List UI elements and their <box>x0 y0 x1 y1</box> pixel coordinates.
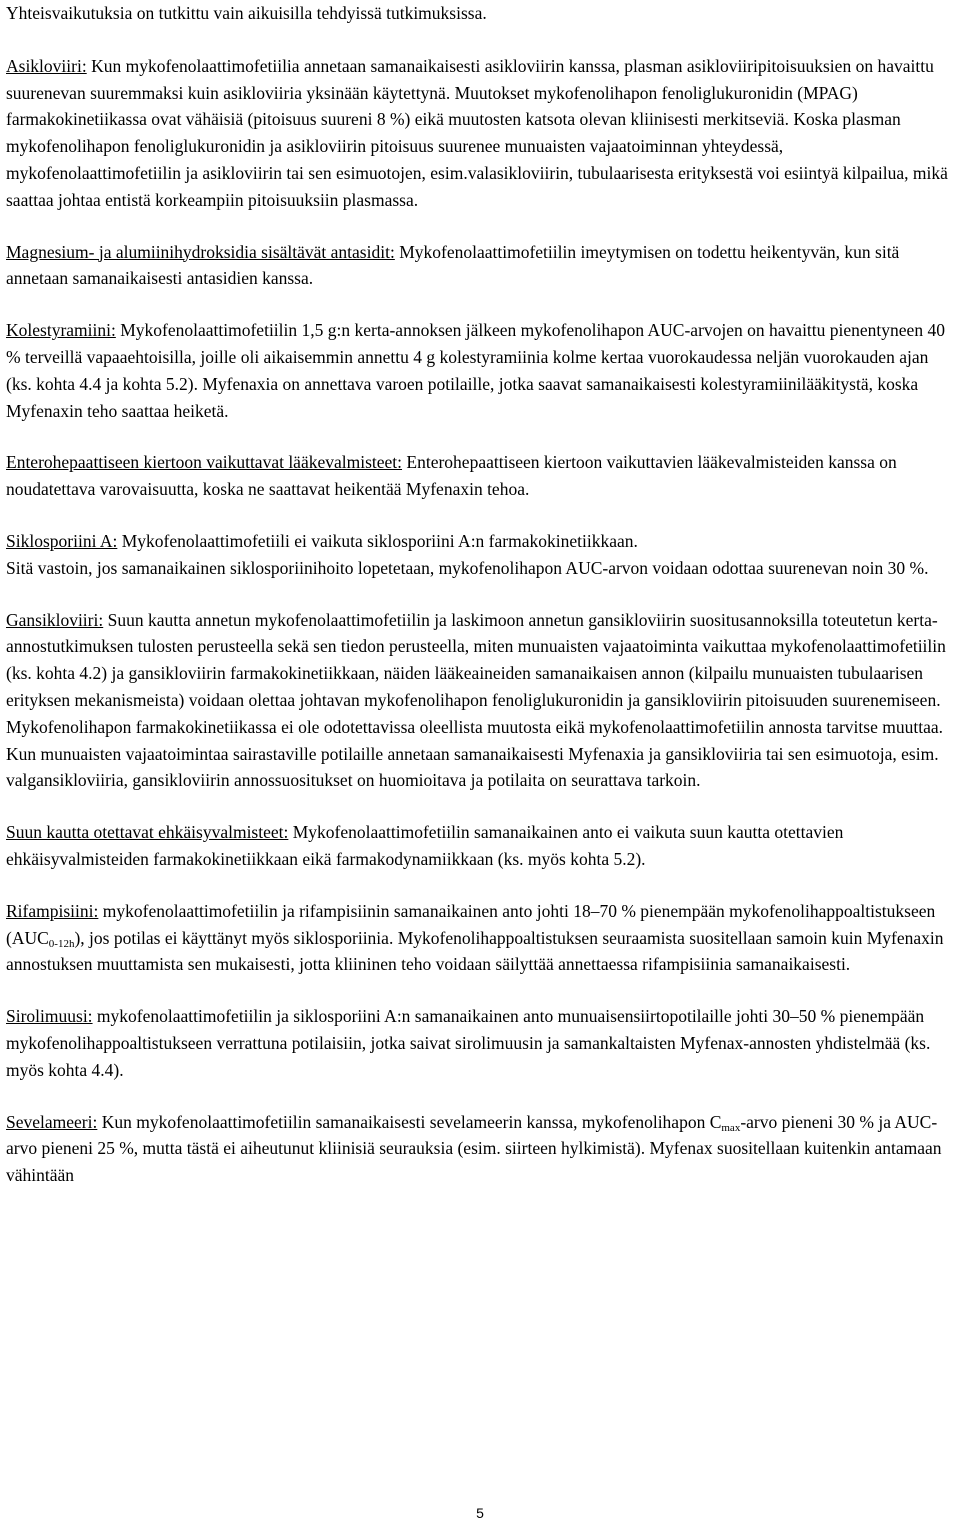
body-gansikloviiri: Suun kautta annetun mykofenolaattimofetiilin ja laskimoon annetun gansikloviirin suositusannoksilla toteutetun kerta-annostutkimuksen tulosten perusteella sekä sen tiedon perusteella, miten munuaisten vajaatoiminta vaikuttaa mykofenolaattimofetiilin (ks. kohta 4.2) ja gansikloviirin farmakokinetiikkaan, näiden lääkeaineiden samanaikaisen annon (kilpailu munuaisten tubulaarisen erityksen mekanismeista) voidaan olettaa johtavan mykofenolihapon fenoliglukuronidin ja gansikloviirin pitoisuuden suurenemiseen. Mykofenolihapon farmakokinetiikassa ei ole odotettavissa oleellista muutosta eikä mykofenolaattimofetiilin annosta tarvitse muuttaa. Kun munuaisten vajaatoimintaa sairastaville potilaille annetaan samanaikaisesti Myfenaxia ja gansikloviiria tai sen esimuotoja, esim. valgansikloviiria, gansikloviirin annossuositukset on huomioitava ja potilaita on seurattava tarkoin. <box>6 609 946 791</box>
heading-kolestyramiini: Kolestyramiini: <box>6 320 116 341</box>
intro-text: Yhteisvaikutuksia on tutkittu vain aikuisilla tehdyissä tutkimuksissa. <box>6 3 487 23</box>
auc-subscript: 0-12h <box>48 937 75 950</box>
paragraph-siklosporiini <box>6 528 954 582</box>
heading-siklosporiini: Siklosporiini A: <box>6 530 118 551</box>
cmax-subscript: max <box>721 1121 741 1134</box>
body-siklosporiini: Mykofenolaattimofetiili ei vaikuta siklosporiini A:n farmakokinetiikkaan. <box>117 530 638 551</box>
heading-rifampisiini: Rifampisiini: <box>6 900 99 921</box>
body-kolestyramiini: Mykofenolaattimofetiilin 1,5 g:n kerta-annoksen jälkeen mykofenolihapon AUC-arvojen on havaittu pienentyneen 40 % terveillä vapaaehtoisilla, joille oli aikaisemmin annettu 4 g kolestyramiinia kolme kertaa vuorokaudessa neljän vuorokauden ajan (ks. kohta 4.4 ja kohta 5.2). Myfenaxia on annettava varoen potilaille, jotka saavat samanaikaisesti kolestyramiinilääkitystä, koska Myfenaxin teho saattaa heiketä. <box>6 320 945 421</box>
body-sevelameeri-a: Kun mykofenolaattimofetiilin samanaikaisesti sevelameerin kanssa, mykofenolihapon C <box>97 1111 722 1132</box>
body-ehkaisy: Mykofenolaattimofetiilin samanaikainen anto ei vaikuta suun kautta otettavien ehkäisyvalmisteiden farmakokinetiikkaan eikä farmakodynamiikkaan (ks. myös kohta 5.2). <box>6 822 844 869</box>
heading-enterohepaattinen: Enterohepaattiseen kiertoon vaikuttavat lääkevalmisteet: <box>6 452 403 473</box>
intro-paragraph <box>6 0 954 27</box>
paragraph-kolestyramiini <box>6 317 954 424</box>
paragraph-antasidit <box>6 239 954 293</box>
body-enterohepaattinen: Enterohepaattiseen kiertoon vaikuttavien lääkevalmisteiden kanssa on noudatettava varovaisuutta, koska ne saattavat heikentää Myfenaxin tehoa. <box>6 452 897 500</box>
heading-sevelameeri: Sevelameeri: <box>6 1111 98 1132</box>
body-sirolimuusi: mykofenolaattimofetiilin ja siklosporiini A:n samanaikainen anto munuaisensiirtopotilaille johti 30–50 % pienempään mykofenolihappoaltistukseen verrattuna potilaisiin, jotka saivat sirolimuusin ja samankaltaisten Myfenax-annosten yhdistelmää (ks. myös kohta 4.4). <box>6 1006 931 1080</box>
paragraph-sirolimuusi <box>6 1003 954 1083</box>
body-antasidit: Mykofenolaattimofetiilin imeytymisen on todettu heikentyvän, kun sitä annetaan samanaikaisesti antasidien kanssa. <box>6 241 900 289</box>
paragraph-rifampisiini <box>6 898 954 978</box>
paragraph-sevelameeri <box>6 1109 954 1189</box>
paragraph-enterohepaattinen <box>6 449 954 503</box>
body-asikloviiri: Kun mykofenolaattimofetiilia annetaan samanaikaisesti asikloviirin kanssa, plasman asikloviiripitoisuuksien on havaittu suurenevan suuremmaksi kuin asikloviiria yksinään käytettynä. Muutokset mykofenolihapon fenoliglukuronidin (MPAG) farmakokinetiikassa ovat vähäisiä (pitoisuus suureni 8 %) eikä muutosten katsota olevan kliinisesti merkitseviä. Koska plasman mykofenolihapon fenoliglukuronidin ja asikloviirin pitoisuus suurenee munuaisten vajaatoiminnan yhteydessä, mykofenolaattimofetiilin ja asikloviirin tai sen esimuotojen, esim.valasikloviirin, tubulaarisesta erityksestä voi esiintyä kilpailua, mikä saattaa johtaa entistä korkeampiin pitoisuuksiin plasmassa. <box>6 55 948 210</box>
paragraph-asikloviiri <box>6 53 954 214</box>
body2-siklosporiini: Sitä vastoin, jos samanaikainen siklosporiinihoito lopetetaan, mykofenolihapon AUC-arvon voidaan odottaa suurenevan noin 30 %. <box>6 557 929 578</box>
paragraph-ehkaisy <box>6 819 954 873</box>
page-number: 5 <box>476 1505 484 1521</box>
heading-asikloviiri: Asikloviiri: <box>6 55 87 76</box>
heading-sirolimuusi: Sirolimuusi: <box>6 1006 93 1027</box>
body-sevelameeri-b: -arvo pieneni 30 % ja AUC-arvo pieneni 25 %, mutta tästä ei aiheutunut kliinisiä seurauksia (esim. siirteen hylkimistä). Myfenax suositellaan kuitenkin antamaan vähintään <box>6 1111 942 1186</box>
body-rifampisiini-a: mykofenolaattimofetiilin ja rifampisiinin samanaikainen anto johti 18–70 % pienempään mykofenolihappoaltistukseen (AUC <box>6 900 936 948</box>
heading-gansikloviiri: Gansikloviiri: <box>6 609 104 630</box>
document-page <box>6 0 954 1214</box>
heading-antasidit: Magnesium- ja alumiinihydroksidia sisältävät antasidit: <box>6 241 395 262</box>
heading-ehkaisy: Suun kautta otettavat ehkäisyvalmisteet: <box>6 822 289 843</box>
body-rifampisiini-b: ), jos potilas ei käyttänyt myös siklosporiinia. Mykofenolihappoaltistuksen seuraamista suositellaan samoin kuin Myfenaxin annostuksen muuttamista sen mukaisesti, jotta kliininen teho voidaan säilyttää annettaessa rifampisiinia samanaikaisesti. <box>6 927 944 975</box>
paragraph-gansikloviiri <box>6 607 954 795</box>
